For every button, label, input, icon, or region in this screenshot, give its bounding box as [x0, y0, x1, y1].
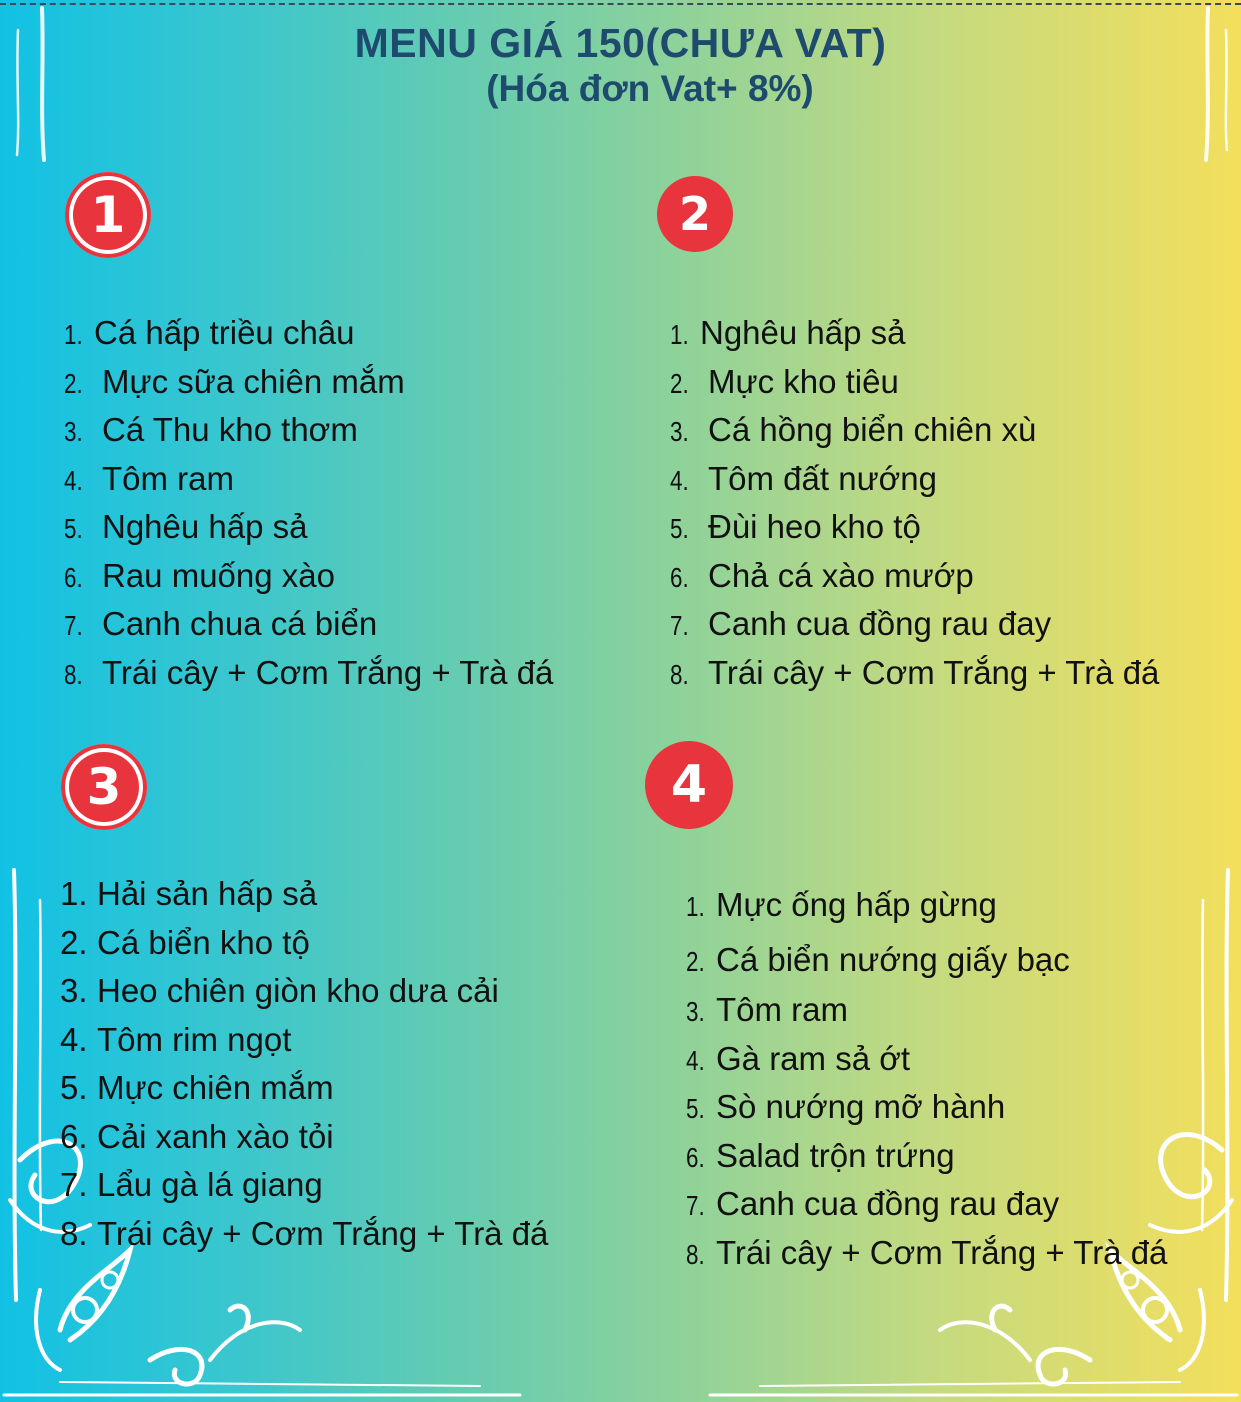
- list-item: 2. Mực kho tiêu: [670, 362, 899, 400]
- list-item: 6. Rau muống xào: [64, 556, 335, 594]
- list-item: 6. Chả cá xào mướp: [670, 556, 974, 594]
- list-item: 8. Trái cây + Cơm Trắng + Trà đá: [60, 1214, 549, 1252]
- list-item: 5. Nghêu hấp sả: [64, 508, 308, 545]
- list-item: 1. Hải sản hấp sả: [60, 875, 318, 912]
- list-item: 6. Cải xanh xào tỏi: [60, 1117, 334, 1155]
- list-item: 2. Mực sữa chiên mắm: [64, 362, 405, 400]
- menu-2-list: [670, 314, 1159, 702]
- list-item: 3. Heo chiên giòn kho dưa cải: [60, 972, 499, 1009]
- list-item: 2. Cá biển nướng giấy bạc: [686, 941, 1070, 978]
- menu-3-badge: 3: [61, 744, 147, 830]
- list-item: 1. Mực ống hấp gừng: [686, 886, 997, 923]
- list-item: 7. Lẩu gà lá giang: [60, 1166, 323, 1203]
- menu-2-badge: 2: [657, 176, 733, 252]
- list-item: 7. Canh cua đồng rau đay: [686, 1185, 1060, 1222]
- menu-1-list: [64, 314, 553, 702]
- menu-4-badge: 4: [645, 741, 733, 829]
- menu-1-badge: 1: [65, 172, 151, 258]
- list-item: 7. Canh cua đồng rau đay: [670, 605, 1052, 642]
- list-item: 4. Gà ram sả ớt: [686, 1039, 911, 1077]
- menu-subtitle: (Hóa đơn Vat+ 8%): [486, 68, 814, 109]
- menu-4-list: [686, 886, 1167, 1282]
- menu-title: MENU GIÁ 150(CHƯA VAT): [354, 20, 887, 66]
- list-item: 3. Tôm ram: [686, 991, 848, 1028]
- list-item: 1. Nghêu hấp sả: [670, 314, 906, 351]
- list-item: 8. Trái cây + Cơm Trắng + Trà đá: [670, 653, 1160, 691]
- menu-3-list: [60, 875, 548, 1263]
- list-item: 5. Mực chiên mắm: [60, 1069, 334, 1106]
- list-item: 4. Tôm đất nướng: [670, 459, 938, 497]
- list-item: 3. Cá hồng biển chiên xù: [670, 411, 1037, 448]
- list-item: 8. Trái cây + Cơm Trắng + Trà đá: [64, 653, 554, 691]
- list-item: 5. Sò nướng mỡ hành: [686, 1088, 1006, 1125]
- list-item: 8. Trái cây + Cơm Trắng + Trà đá: [686, 1233, 1168, 1271]
- list-item: 7. Canh chua cá biển: [64, 605, 378, 642]
- list-item: 6. Salad trộn trứng: [686, 1136, 955, 1174]
- list-item: 3. Cá Thu kho thơm: [64, 411, 358, 448]
- list-item: 1. Cá hấp triều châu: [64, 314, 355, 351]
- list-item: 5. Đùi heo kho tộ: [670, 508, 921, 545]
- list-item: 4. Tôm rim ngọt: [60, 1020, 292, 1058]
- list-item: 4. Tôm ram: [64, 459, 234, 497]
- list-item: 2. Cá biển kho tộ: [60, 923, 310, 961]
